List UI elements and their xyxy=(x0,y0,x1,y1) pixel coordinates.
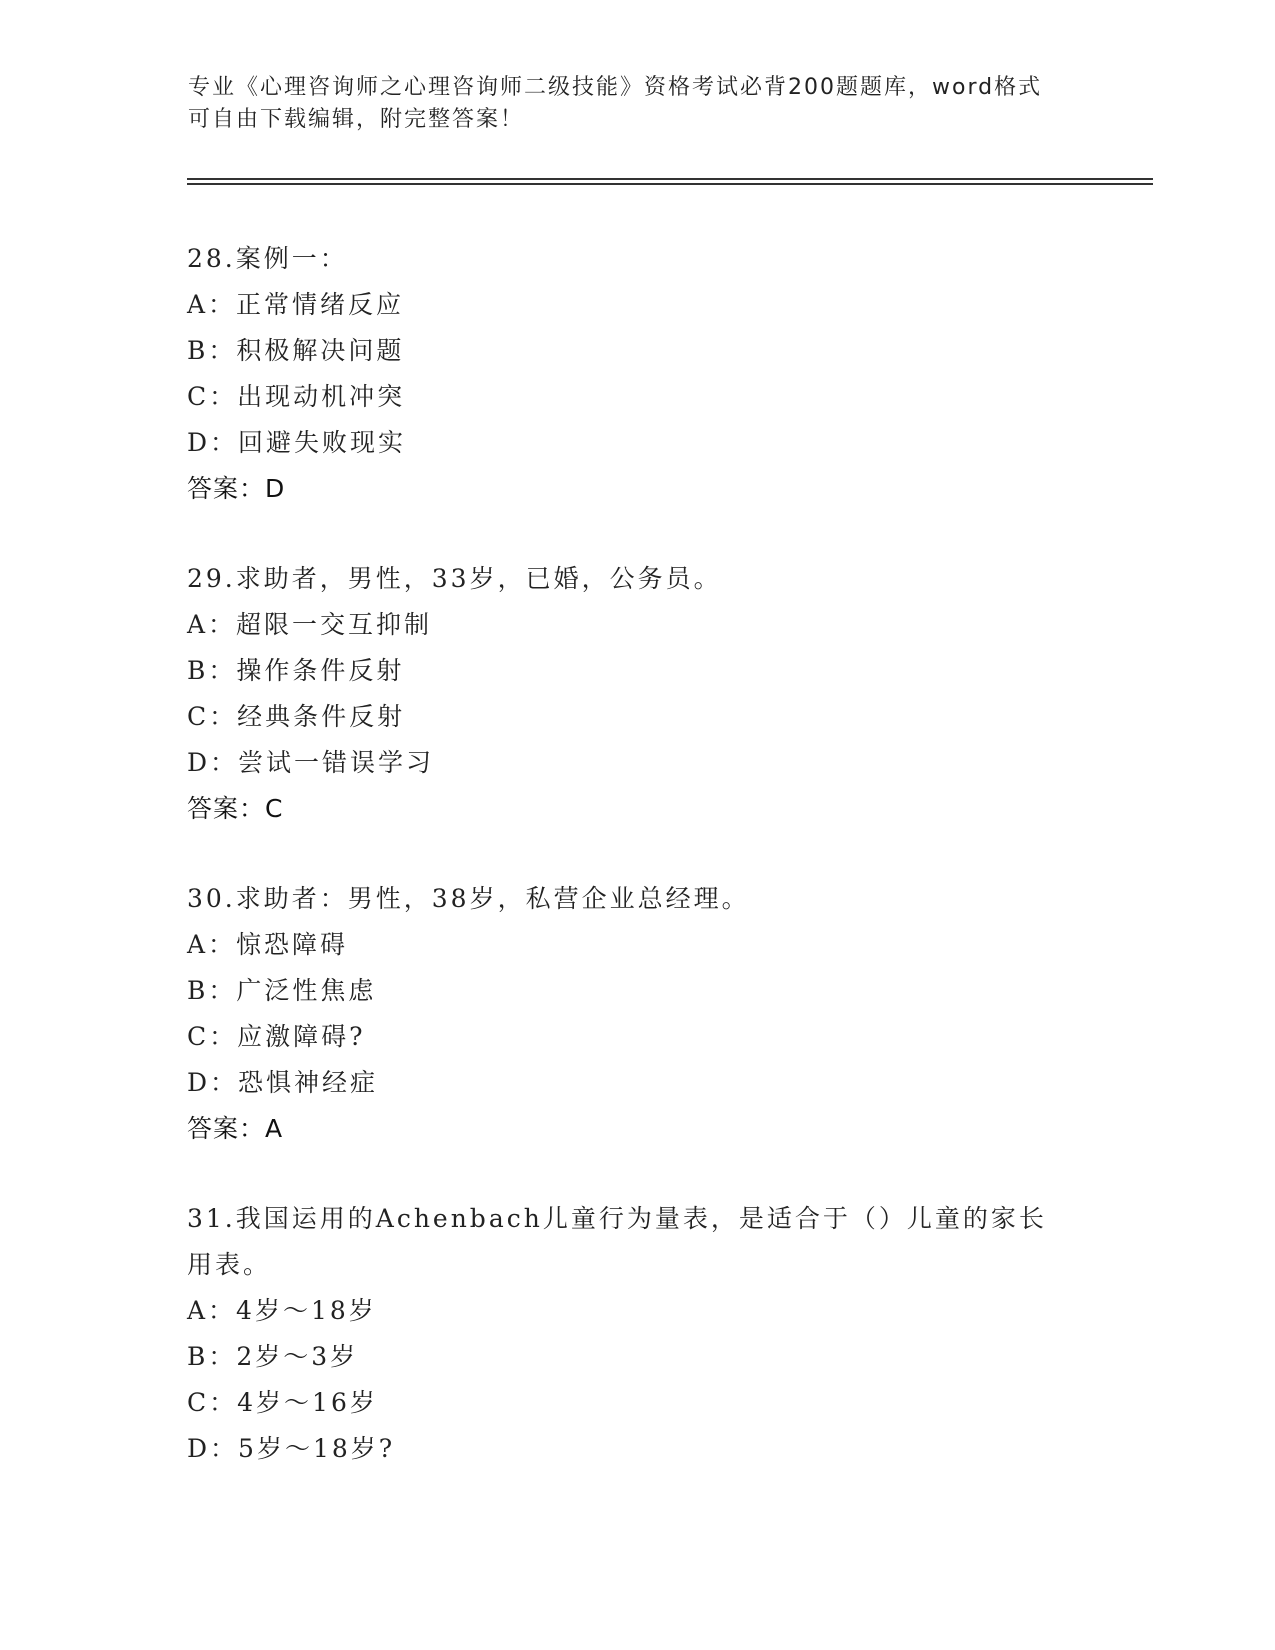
question-stem: 31.我国运用的Achenbach儿童行为量表，是适合于（）儿童的家长用表。 xyxy=(187,1204,1047,1279)
option-b: B：广泛性焦虑 xyxy=(187,976,377,1005)
option-d: D：5岁～18岁? xyxy=(187,1434,396,1463)
option-d: D：恐惧神经症 xyxy=(187,1068,379,1097)
option-d: D：尝试一错误学习 xyxy=(187,748,435,777)
question-stem: 29.求助者，男性，33岁，已婚，公务员。 xyxy=(187,564,722,593)
question-stem: 28.案例一： xyxy=(187,244,348,273)
option-c: C：出现动机冲突 xyxy=(187,382,406,411)
option-d: D：回避失败现实 xyxy=(187,428,407,457)
header-line-2: 可自由下载编辑，附完整答案！ xyxy=(188,107,525,132)
header-line-1: 专业《心理咨询师之心理咨询师二级技能》资格考试必背200题题库，word格式 xyxy=(188,75,1043,100)
question-30 xyxy=(187,876,1087,1152)
document-header xyxy=(188,72,1088,136)
option-a: A：超限一交互抑制 xyxy=(187,610,433,639)
option-a: A：4岁～18岁 xyxy=(187,1296,377,1325)
header-rule-bottom xyxy=(187,183,1153,185)
question-29 xyxy=(187,556,1087,832)
answer-line: 答案：C xyxy=(187,794,284,823)
question-31 xyxy=(187,1196,1087,1472)
question-list xyxy=(187,236,1087,1516)
option-c: C：4岁～16岁 xyxy=(187,1388,378,1417)
option-b: B：积极解决问题 xyxy=(187,336,405,365)
option-a: A：惊恐障碍 xyxy=(187,930,349,959)
option-a: A：正常情绪反应 xyxy=(187,290,405,319)
question-28 xyxy=(187,236,1087,512)
question-stem: 30.求助者：男性，38岁，私营企业总经理。 xyxy=(187,884,750,913)
option-c: C：经典条件反射 xyxy=(187,702,406,731)
answer-line: 答案：A xyxy=(187,1114,284,1143)
option-b: B：2岁～3岁 xyxy=(187,1342,359,1371)
option-b: B：操作条件反射 xyxy=(187,656,405,685)
header-rule-top xyxy=(187,178,1153,180)
option-c: C：应激障碍? xyxy=(187,1022,366,1051)
answer-line: 答案：D xyxy=(187,474,286,503)
